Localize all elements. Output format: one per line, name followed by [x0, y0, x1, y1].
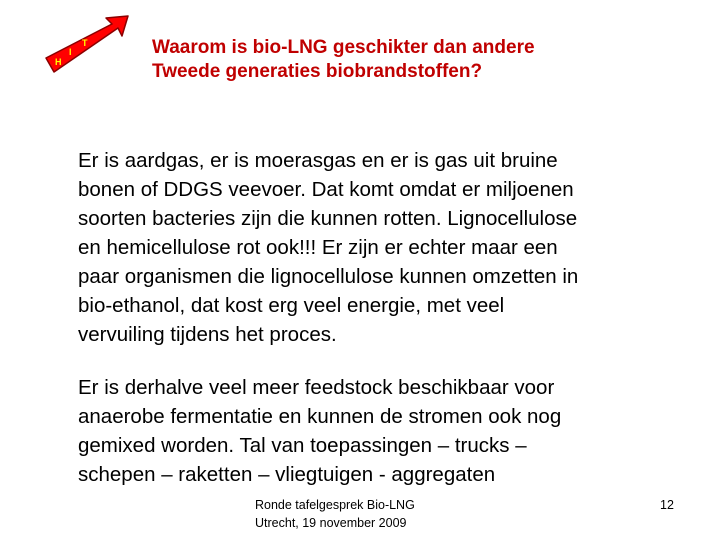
text-line: paar organismen die lignocellulose kunnen omzetten in: [78, 265, 579, 288]
page-number: 12: [660, 498, 674, 512]
slide-footer: [255, 496, 415, 532]
text-line: Er is aardgas, er is moerasgas en er is gas uit bruine: [78, 149, 558, 172]
footer-line-1: Ronde tafelgesprek Bio-LNG: [255, 498, 415, 512]
slide-title: [152, 36, 692, 84]
text-line: bio-ethanol, dat kost erg veel energie, met veel: [78, 294, 505, 317]
text-line: Er is derhalve veel meer feedstock beschikbaar voor: [78, 376, 555, 399]
body-paragraph-1: [78, 146, 688, 349]
text-line: schepen – raketten – vliegtuigen - aggregaten: [78, 463, 496, 486]
body-paragraph-2: [78, 373, 688, 489]
logo-letter-t: T: [82, 38, 88, 48]
arrow-logo-icon: [44, 14, 130, 76]
logo-letter-h: H: [55, 57, 62, 67]
text-line: gemixed worden. Tal van toepassingen – trucks –: [78, 434, 527, 457]
logo-letter-i: I: [69, 47, 72, 57]
title-line-2: Tweede generaties biobrandstoffen?: [152, 61, 483, 82]
footer-line-2: Utrecht, 19 november 2009: [255, 516, 407, 530]
text-line: soorten bacteries zijn die kunnen rotten. Lignocellulose: [78, 207, 578, 230]
text-line: anaerobe fermentatie en kunnen de stromen ook nog: [78, 405, 562, 428]
title-line-1: Waarom is bio-LNG geschikter dan andere: [152, 37, 535, 58]
text-line: bonen of DDGS veevoer. Dat komt omdat er miljoenen: [78, 178, 574, 201]
text-line: vervuiling tijdens het proces.: [78, 323, 337, 346]
text-line: en hemicellulose rot ook!!! Er zijn er echter maar een: [78, 236, 558, 259]
hit-logo: [44, 14, 130, 76]
